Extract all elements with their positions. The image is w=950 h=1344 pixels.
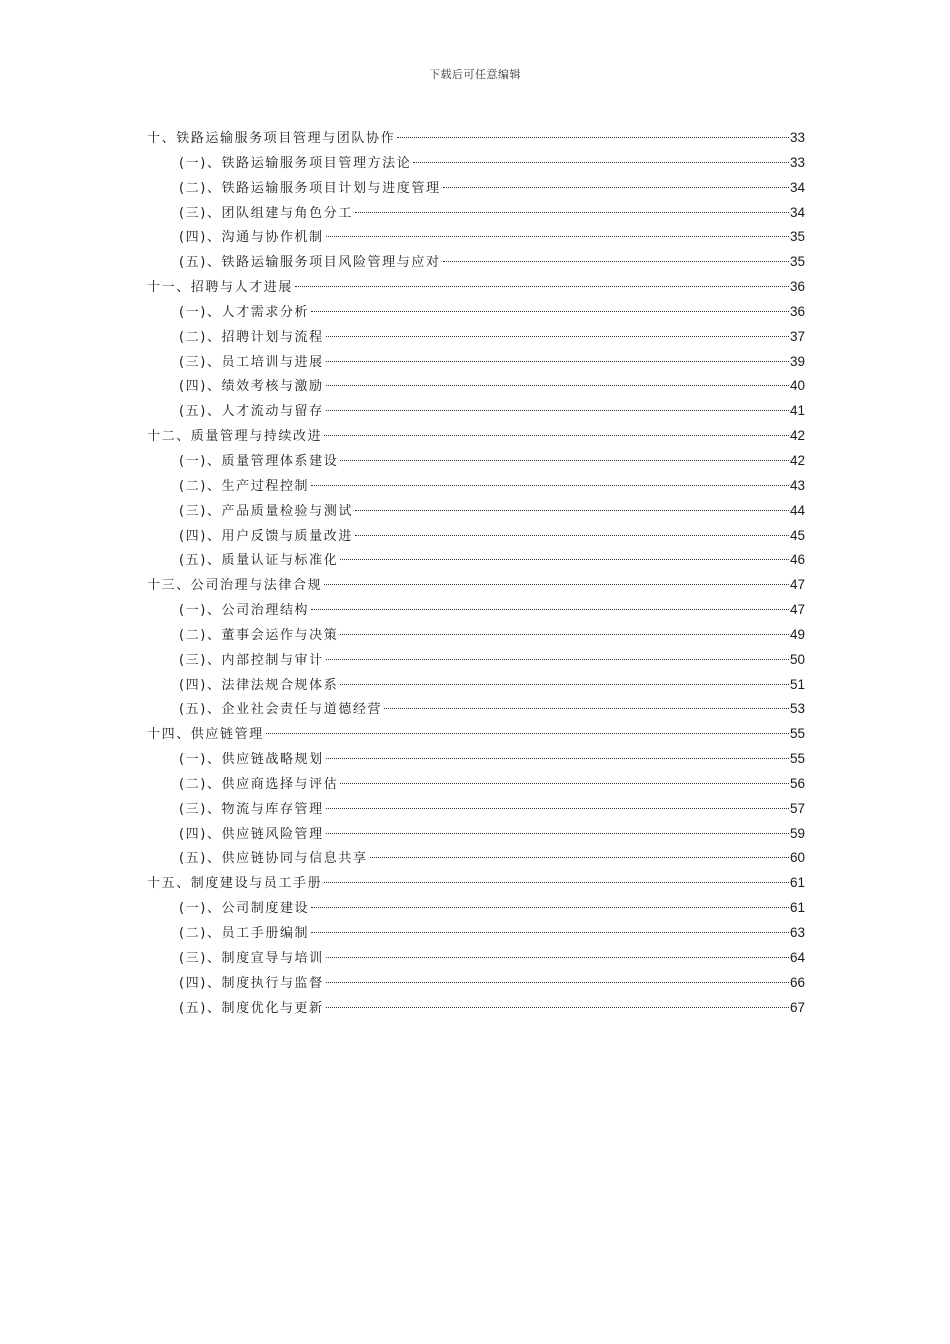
toc-page-number: 34 bbox=[789, 204, 805, 220]
toc-chapter-entry[interactable] bbox=[147, 275, 805, 300]
toc-entry-title: (四)、制度执行与监督 bbox=[179, 975, 324, 991]
toc-chapter-entry[interactable] bbox=[147, 573, 805, 598]
toc-entry-title: (五)、制度优化与更新 bbox=[179, 1000, 324, 1016]
toc-chapter-entry[interactable] bbox=[147, 871, 805, 896]
toc-entry-title: (五)、质量认证与标准化 bbox=[179, 553, 339, 569]
toc-page-number: 39 bbox=[789, 353, 805, 369]
toc-page-number: 47 bbox=[789, 577, 805, 593]
toc-dot-leader bbox=[413, 162, 789, 163]
toc-section-entry[interactable] bbox=[147, 374, 805, 399]
toc-dot-leader bbox=[355, 535, 789, 536]
toc-page-number: 51 bbox=[789, 676, 805, 692]
toc-entry-title: (一)、铁路运输服务项目管理方法论 bbox=[179, 155, 412, 171]
toc-page-number: 49 bbox=[789, 626, 805, 642]
toc-entry-title: (五)、人才流动与留存 bbox=[179, 404, 324, 420]
toc-page-number: 46 bbox=[789, 552, 805, 568]
toc-page-number: 44 bbox=[789, 502, 805, 518]
toc-section-entry[interactable] bbox=[147, 300, 805, 325]
toc-section-entry[interactable] bbox=[147, 648, 805, 673]
toc-entry-title: (二)、员工手册编制 bbox=[179, 926, 310, 941]
toc-dot-leader bbox=[326, 659, 789, 660]
toc-chapter-entry[interactable] bbox=[147, 126, 805, 151]
toc-section-entry[interactable] bbox=[147, 846, 805, 871]
toc-section-entry[interactable] bbox=[147, 325, 805, 350]
toc-dot-leader bbox=[326, 410, 789, 411]
toc-chapter-entry[interactable] bbox=[147, 424, 805, 449]
toc-section-entry[interactable] bbox=[147, 201, 805, 226]
toc-section-entry[interactable] bbox=[147, 449, 805, 474]
toc-dot-leader bbox=[384, 708, 789, 709]
toc-entry-title: (五)、铁路运输服务项目风险管理与应对 bbox=[179, 255, 441, 271]
toc-page-number: 34 bbox=[789, 179, 805, 195]
toc-section-entry[interactable] bbox=[147, 598, 805, 623]
toc-page-number: 42 bbox=[789, 428, 805, 444]
toc-dot-leader bbox=[355, 212, 789, 213]
toc-dot-leader bbox=[340, 559, 789, 560]
toc-section-entry[interactable] bbox=[147, 250, 805, 275]
toc-section-entry[interactable] bbox=[147, 623, 805, 648]
toc-section-entry[interactable] bbox=[147, 350, 805, 375]
toc-dot-leader bbox=[397, 137, 789, 138]
toc-section-entry[interactable] bbox=[147, 399, 805, 424]
toc-dot-leader bbox=[324, 882, 789, 883]
toc-page-number: 57 bbox=[789, 800, 805, 816]
toc-dot-leader bbox=[355, 510, 789, 511]
toc-page-number: 35 bbox=[789, 254, 805, 270]
toc-dot-leader bbox=[326, 236, 789, 237]
toc-dot-leader bbox=[326, 758, 789, 759]
toc-page-number: 55 bbox=[789, 751, 805, 767]
toc-section-entry[interactable] bbox=[147, 673, 805, 698]
toc-section-entry[interactable] bbox=[147, 896, 805, 921]
toc-entry-title: 十二、质量管理与持续改进 bbox=[147, 429, 323, 445]
toc-dot-leader bbox=[443, 187, 789, 188]
toc-section-entry[interactable] bbox=[147, 921, 805, 946]
toc-section-entry[interactable] bbox=[147, 797, 805, 822]
toc-section-entry[interactable] bbox=[147, 996, 805, 1021]
toc-entry-title: (三)、团队组建与角色分工 bbox=[179, 205, 353, 221]
toc-page-number: 63 bbox=[789, 925, 805, 940]
toc-entry-title: (四)、供应链风险管理 bbox=[179, 826, 324, 842]
toc-page-number: 33 bbox=[789, 154, 805, 170]
toc-section-entry[interactable] bbox=[147, 946, 805, 971]
toc-page-number: 37 bbox=[789, 328, 805, 344]
toc-entry-title: (一)、质量管理体系建设 bbox=[179, 453, 339, 469]
toc-dot-leader bbox=[340, 634, 789, 635]
toc-entry-title: 十、铁路运输服务项目管理与团队协作 bbox=[147, 131, 396, 146]
toc-dot-leader bbox=[443, 261, 789, 262]
toc-section-entry[interactable] bbox=[147, 971, 805, 996]
toc-dot-leader bbox=[311, 907, 789, 908]
toc-entry-title: 十五、制度建设与员工手册 bbox=[147, 876, 323, 892]
toc-dot-leader bbox=[326, 361, 789, 362]
toc-entry-title: (一)、公司制度建设 bbox=[179, 901, 310, 917]
toc-entry-title: (一)、公司治理结构 bbox=[179, 603, 310, 619]
toc-entry-title: (四)、用户反馈与质量改进 bbox=[179, 528, 353, 544]
toc-dot-leader bbox=[326, 833, 789, 834]
toc-entry-title: (三)、制度宣导与培训 bbox=[179, 950, 324, 966]
toc-dot-leader bbox=[324, 584, 789, 585]
toc-section-entry[interactable] bbox=[147, 176, 805, 201]
toc-entry-title: (三)、物流与库存管理 bbox=[179, 801, 324, 817]
toc-section-entry[interactable] bbox=[147, 822, 805, 847]
toc-section-entry[interactable] bbox=[147, 151, 805, 176]
toc-page-number: 40 bbox=[789, 378, 805, 394]
toc-dot-leader bbox=[326, 982, 789, 983]
table-of-contents bbox=[147, 126, 805, 1020]
toc-page-number: 61 bbox=[789, 900, 805, 916]
toc-page-number: 67 bbox=[789, 999, 805, 1015]
toc-dot-leader bbox=[340, 460, 789, 461]
toc-entry-title: (五)、企业社会责任与道德经营 bbox=[179, 702, 383, 718]
toc-page-number: 56 bbox=[789, 775, 805, 791]
toc-page-number: 60 bbox=[789, 850, 805, 866]
toc-page-number: 43 bbox=[789, 477, 805, 493]
toc-page-number: 35 bbox=[789, 229, 805, 245]
toc-dot-leader bbox=[266, 733, 789, 734]
toc-dot-leader bbox=[340, 684, 789, 685]
toc-entry-title: (三)、内部控制与审计 bbox=[179, 652, 324, 668]
toc-entry-title: (四)、沟通与协作机制 bbox=[179, 230, 324, 246]
toc-dot-leader bbox=[326, 336, 789, 337]
toc-page-number: 53 bbox=[789, 701, 805, 717]
toc-dot-leader bbox=[370, 857, 789, 858]
toc-dot-leader bbox=[326, 1007, 789, 1008]
toc-page-number: 47 bbox=[789, 602, 805, 618]
toc-page-number: 42 bbox=[789, 452, 805, 468]
toc-page-number: 59 bbox=[789, 825, 805, 841]
toc-dot-leader bbox=[326, 385, 789, 386]
toc-page-number: 33 bbox=[789, 130, 805, 145]
toc-entry-title: 十四、供应链管理 bbox=[147, 727, 264, 743]
toc-section-entry[interactable] bbox=[147, 474, 805, 499]
toc-entry-title: (四)、法律法规合规体系 bbox=[179, 677, 339, 693]
toc-entry-title: (二)、生产过程控制 bbox=[179, 478, 310, 494]
toc-entry-title: (五)、供应链协同与信息共享 bbox=[179, 851, 368, 867]
toc-entry-title: 十三、公司治理与法律合规 bbox=[147, 578, 323, 594]
toc-section-entry[interactable] bbox=[147, 772, 805, 797]
toc-dot-leader bbox=[340, 783, 789, 784]
toc-entry-title: (二)、招聘计划与流程 bbox=[179, 329, 324, 345]
toc-entry-title: (二)、供应商选择与评估 bbox=[179, 776, 339, 792]
toc-dot-leader bbox=[324, 435, 789, 436]
toc-dot-leader bbox=[295, 286, 789, 287]
toc-entry-title: 十一、招聘与人才进展 bbox=[147, 280, 294, 296]
toc-entry-title: (一)、供应链战略规划 bbox=[179, 752, 324, 768]
toc-dot-leader bbox=[326, 957, 789, 958]
toc-section-entry[interactable] bbox=[147, 747, 805, 772]
toc-chapter-entry[interactable] bbox=[147, 722, 805, 747]
toc-dot-leader bbox=[311, 485, 789, 486]
toc-dot-leader bbox=[311, 311, 789, 312]
toc-page-number: 50 bbox=[789, 651, 805, 667]
toc-dot-leader bbox=[326, 808, 789, 809]
toc-entry-title: (三)、产品质量检验与测试 bbox=[179, 503, 353, 519]
toc-section-entry[interactable] bbox=[147, 524, 805, 549]
toc-page-number: 66 bbox=[789, 974, 805, 990]
toc-section-entry[interactable] bbox=[147, 499, 805, 524]
toc-dot-leader bbox=[311, 932, 789, 933]
toc-page-number: 45 bbox=[789, 527, 805, 543]
toc-page-number: 36 bbox=[789, 303, 805, 319]
toc-entry-title: (一)、人才需求分析 bbox=[179, 304, 310, 320]
toc-page-number: 36 bbox=[789, 279, 805, 295]
toc-section-entry[interactable] bbox=[147, 225, 805, 250]
toc-section-entry[interactable] bbox=[147, 548, 805, 573]
toc-entry-title: (二)、铁路运输服务项目计划与进度管理 bbox=[179, 180, 441, 196]
toc-page-number: 61 bbox=[789, 875, 805, 891]
toc-entry-title: (四)、绩效考核与激励 bbox=[179, 379, 324, 395]
toc-page-number: 41 bbox=[789, 403, 805, 419]
toc-dot-leader bbox=[311, 609, 789, 610]
toc-section-entry[interactable] bbox=[147, 697, 805, 722]
toc-entry-title: (三)、员工培训与进展 bbox=[179, 354, 324, 370]
toc-entry-title: (二)、董事会运作与决策 bbox=[179, 627, 339, 643]
toc-page-number: 55 bbox=[789, 726, 805, 742]
header-note: 下载后可任意编辑 bbox=[429, 68, 521, 81]
toc-page-number: 64 bbox=[789, 949, 805, 965]
